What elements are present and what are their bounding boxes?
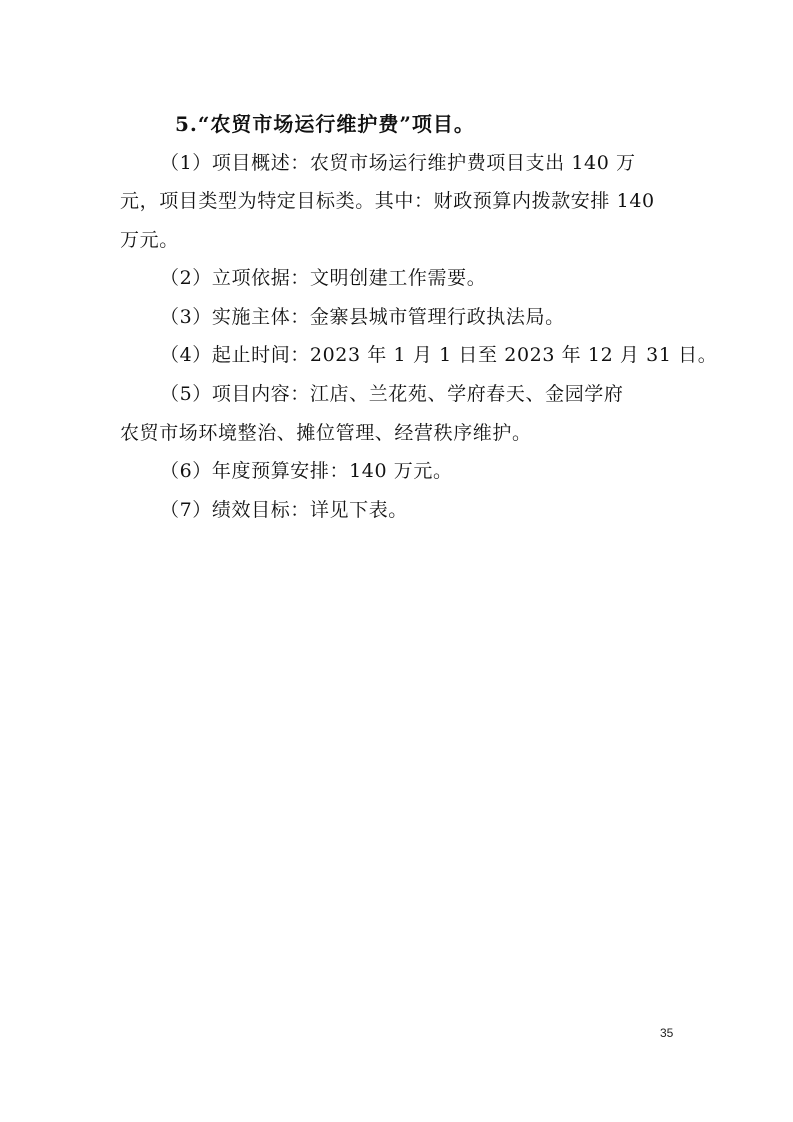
section-heading: 5.“农贸市场运行维护费”项目。 [175, 112, 475, 136]
item-1-line-1: （1）项目概述：农贸市场运行维护费项目支出 140 万 [160, 152, 636, 174]
item-6-line-1: （6）年度预算安排：140 万元。 [160, 460, 453, 482]
item-5-line-2: 农贸市场环境整治、摊位管理、经营秩序维护。 [120, 422, 532, 444]
page-number: 35 [660, 1026, 674, 1040]
item-4-line-1: （4）起止时间：2023 年 1 月 1 日至 2023 年 12 月 31 日。 [160, 344, 718, 366]
item-1-line-2: 元，项目类型为特定目标类。其中：财政预算内拨款安排 140 [120, 190, 655, 212]
item-3-line-1: （3）实施主体：金寨县城市管理行政执法局。 [160, 306, 565, 328]
item-2-line-1: （2）立项依据：文明创建工作需要。 [160, 267, 487, 289]
item-5-line-1: （5）项目内容：江店、兰花苑、学府春天、金园学府 [160, 383, 624, 405]
item-7-line-1: （7）绩效目标：详见下表。 [160, 499, 408, 521]
item-1-line-3: 万元。 [120, 229, 179, 251]
